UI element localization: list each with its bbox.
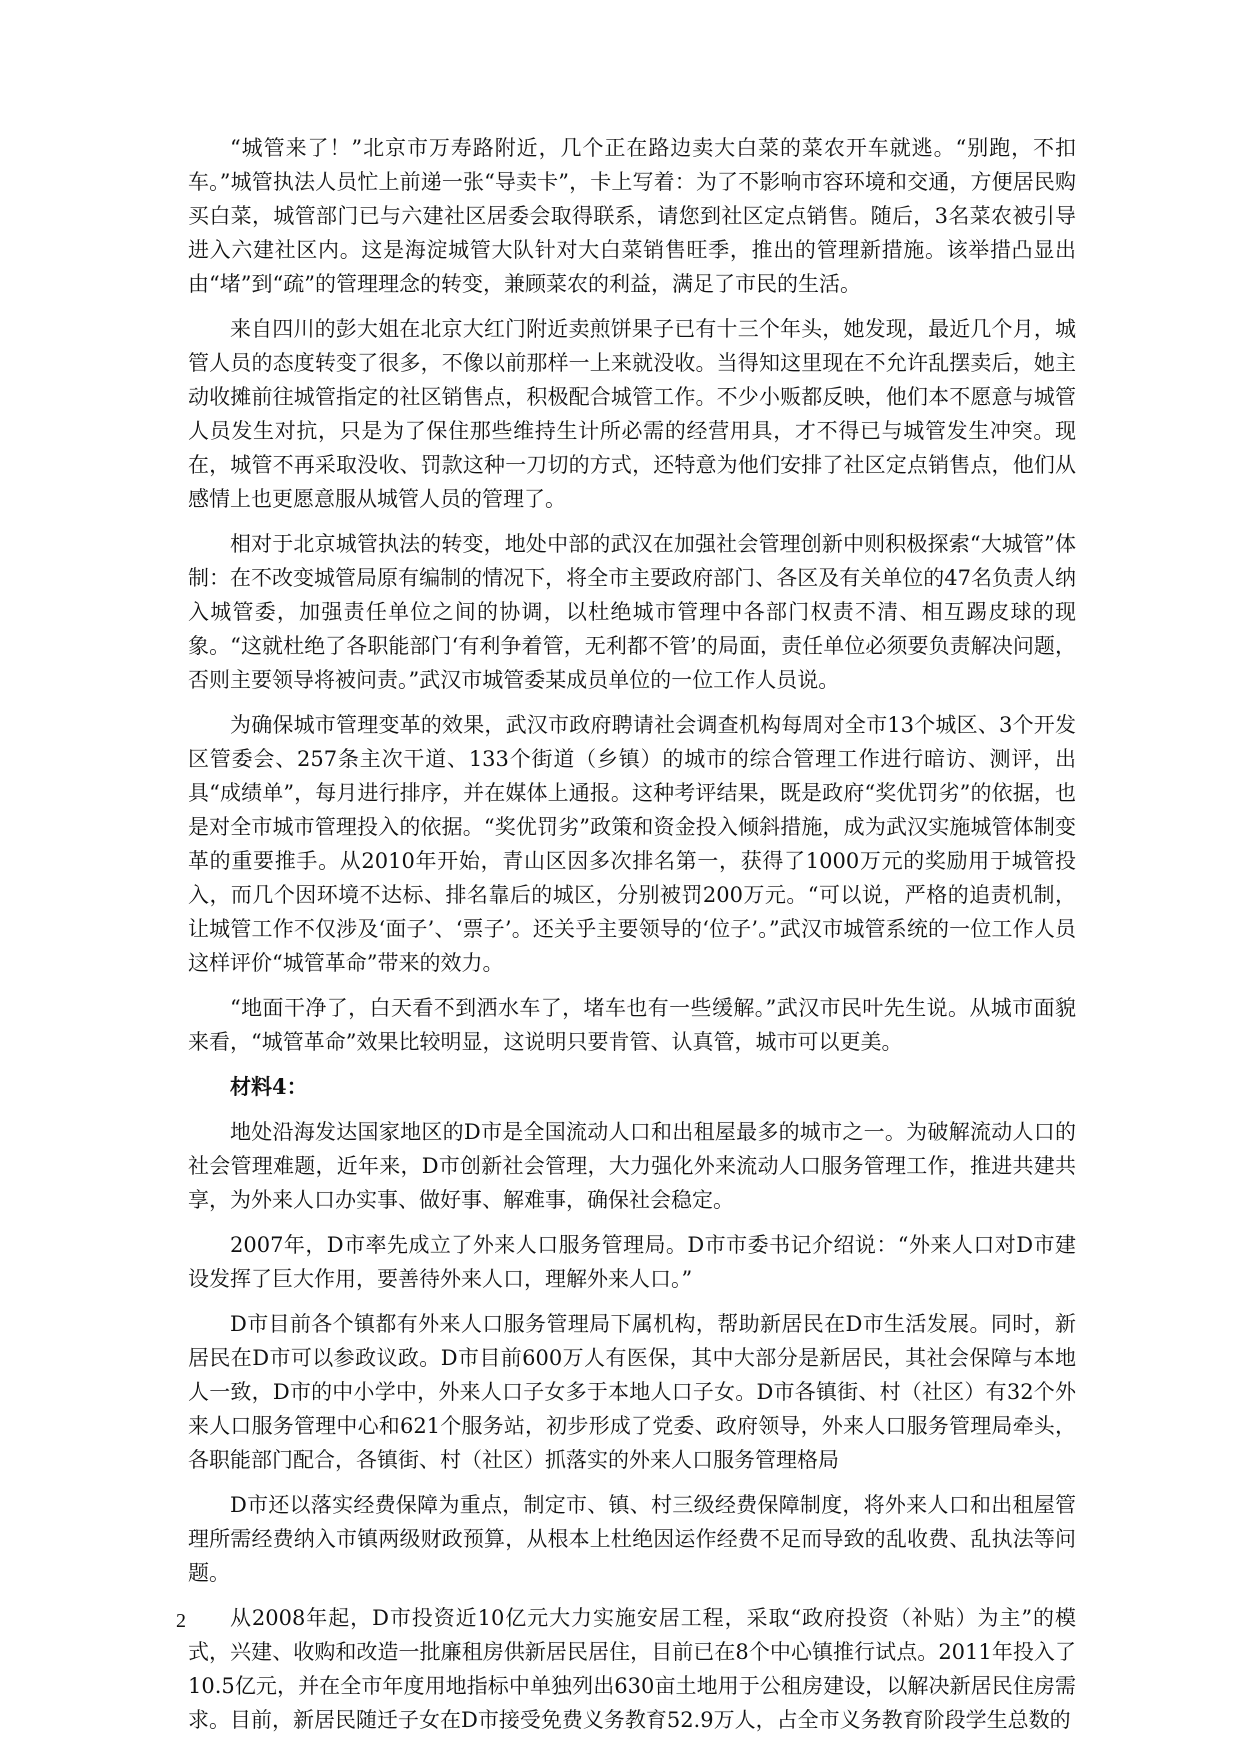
paragraph-wuhan-system: 相对于北京城管执法的转变，地处中部的武汉在加强社会管理创新中则积极探索“大城管”体制：在不改变城管局原有编制的情况下，将全市主要政府部门、各区及有关单位的47名负责人纳入城管委，加强责任单位之间的协调，以杜绝城市管理中各部门权责不清、相互踢皮球的现象。“这就杜绝了各职能部门‘有利争着管，无利都不管’的局面，责任单位必须要负责解决问题，否则主要领导将被问责。”武汉市城管委某成员单位的一位工作人员说。 — [188, 532, 1076, 692]
paragraph-d-city-housing: 从2008年起，D市投资近10亿元大力实施安居工程，采取“政府投资（补贴）为主”的模式，兴建、收购和改造一批廉租房供新居民居住，目前已在8个中心镇推行试点。2011年投入了10.5亿元，并在全市年度用地指标中单独列出630亩土地用于公租房建设，以解决新居民住房需求。目前，新居民随迁子女在D市接受免费义务教育52.9万人，占全市义务教育阶段学生总数的 — [188, 1606, 1076, 1732]
paragraph-wuhan-citizen: “地面干净了，白天看不到洒水车了，堵车也有一些缓解。”武汉市民叶先生说。从城市面貌来看，“城管革命”效果比较明显，这说明只要肯管、认真管，城市可以更美。 — [188, 996, 1076, 1054]
paragraph-peng-vendor: 来自四川的彭大姐在北京大红门附近卖煎饼果子已有十三个年头，她发现，最近几个月，城管人员的态度转变了很多，不像以前那样一上来就没收。当得知这里现在不允许乱摆卖后，她主动收摊前往城管指定的社区销售点，积极配合城管工作。不少小贩都反映，他们本不愿意与城管人员发生对抗，只是为了保住那些维持生计所必需的经营用具，才不得已与城管发生冲突。现在，城管不再采取没收、罚款这种一刀切的方式，还特意为他们安排了社区定点销售点，他们从感情上也更愿意服从城管人员的管理了。 — [188, 317, 1076, 511]
paragraph-d-city-towns: D市目前各个镇都有外来人口服务管理局下属机构，帮助新居民在D市生活发展。同时，新居民在D市可以参政议政。D市目前600万人有医保，其中大部分是新居民，其社会保障与本地人一致，D市的中小学中，外来人口子女多于本地人口子女。D市各镇街、村（社区）有32个外来人口服务管理中心和621个服务站，初步形成了党委、政府领导，外来人口服务管理局牵头，各职能部门配合，各镇街、村（社区）抓落实的外来人口服务管理格局 — [188, 1312, 1076, 1472]
paragraph-wuhan-evaluation: 为确保城市管理变革的效果，武汉市政府聘请社会调查机构每周对全市13个城区、3个开发区管委会、257条主次干道、133个街道（乡镇）的城市的综合管理工作进行暗访、测评，出具“成绩单”，每月进行排序，并在媒体上通报。这种考评结果，既是政府“奖优罚劣”的依据，也是对全市城市管理投入的依据。“奖优罚劣”政策和资金投入倾斜措施，成为武汉实施城管体制变革的重要推手。从2010年开始，青山区因多次排名第一，获得了1000万元的奖励用于城管投入，而几个因环境不达标、排名靠后的城区，分别被罚200万元。“可以说，严格的追责机制，让城管工作不仅涉及‘面子’、‘票子’。还关乎主要领导的‘位子’。”武汉市城管系统的一位工作人员这样评价“城管革命”带来的效力。 — [188, 713, 1076, 975]
paragraph-beijing-cabbage: “城管来了！”北京市万寿路附近，几个正在路边卖大白菜的菜农开车就逃。“别跑，不扣车。”城管执法人员忙上前递一张“导卖卡”，卡上写着：为了不影响市容环境和交通，方便居民购买白菜，城管部门已与六建社区居委会取得联系，请您到社区定点销售。随后，3名菜农被引导进入六建社区内。这是海淀城管大队针对大白菜销售旺季，推出的管理新措施。该举措凸显出由“堵”到“疏”的管理理念的转变，兼顾菜农的利益，满足了市民的生活。 — [188, 136, 1076, 296]
material-heading: 材料4： — [230, 1074, 308, 1099]
paragraph-d-city-intro: 地处沿海发达国家地区的D市是全国流动人口和出租屋最多的城市之一。为破解流动人口的社会管理难题，近年来，D市创新社会管理，大力强化外来流动人口服务管理工作，推进共建共享，为外来人口办实事、做好事、解难事，确保社会稳定。 — [188, 1120, 1076, 1212]
page-number: 2 — [176, 1610, 186, 1632]
paragraph-d-city-2007: 2007年，D市率先成立了外来人口服务管理局。D市市委书记介绍说：“外来人口对D市建设发挥了巨大作用，要善待外来人口，理解外来人口。” — [188, 1233, 1076, 1291]
paragraph-d-city-funding: D市还以落实经费保障为重点，制定市、镇、村三级经费保障制度，将外来人口和出租屋管理所需经费纳入市镇两级财政预算，从根本上杜绝因运作经费不足而导致的乱收费、乱执法等问题。 — [188, 1493, 1076, 1585]
document-body — [188, 131, 1076, 1748]
